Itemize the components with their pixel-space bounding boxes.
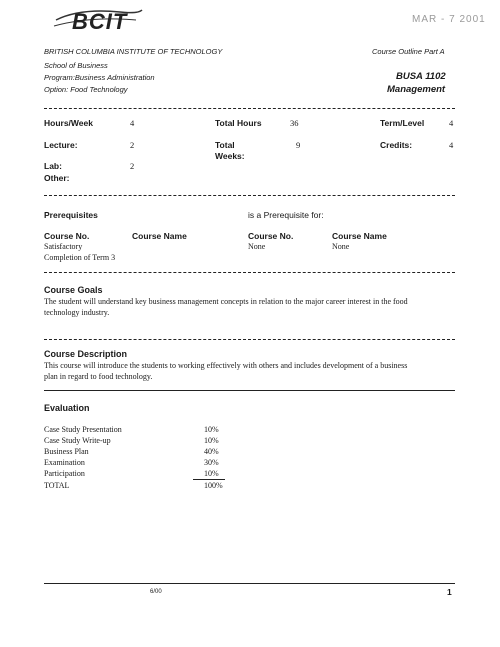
is-prereq-course-name: None: [332, 242, 350, 251]
footer-divider: [44, 583, 455, 584]
evaluation-item-name: Participation: [44, 469, 85, 478]
description-text-line1: This course will introduce the students to working effectively with others and includes development of a business: [44, 361, 408, 370]
prereq-text-line1: Satisfactory: [44, 242, 83, 251]
divider-3: [44, 272, 455, 273]
is-prereq-col-course-no: Course No.: [248, 231, 294, 241]
is-prereq-col-course-name: Course Name: [332, 231, 387, 241]
goals-text-line1: The student will understand key business management concepts in relation to the major career interest in the food: [44, 297, 408, 306]
term-level-value: 4: [449, 118, 454, 128]
hours-week-value: 4: [130, 118, 135, 128]
total-weeks-value: 9: [296, 140, 301, 150]
evaluation-item-name: Business Plan: [44, 447, 89, 456]
evaluation-total-label: TOTAL: [44, 481, 70, 490]
evaluation-row: [44, 458, 244, 469]
total-hours-value: 36: [290, 118, 299, 128]
description-title: Course Description: [44, 349, 128, 359]
is-prereq-title: is a Prerequisite for:: [248, 210, 324, 220]
date-stamp: MAR - 7 2001: [412, 14, 486, 25]
lecture-value: 2: [130, 140, 135, 150]
bcit-logo: [50, 6, 146, 40]
footer-doc-code: 6/00: [150, 589, 162, 595]
other-label: Other:: [44, 173, 70, 183]
goals-title: Course Goals: [44, 285, 103, 295]
credits-label: Credits:: [380, 140, 413, 150]
evaluation-item-percent: 10%: [204, 436, 219, 445]
logo-text: BCIT: [72, 9, 128, 34]
school-name: School of Business: [44, 61, 108, 70]
total-weeks-label-line1: Total: [215, 140, 235, 150]
evaluation-row: [44, 436, 244, 447]
evaluation-total-percent: 100%: [204, 481, 223, 490]
evaluation-item-percent: 10%: [204, 425, 219, 434]
divider-1: [44, 108, 455, 109]
institute-name: BRITISH COLUMBIA INSTITUTE OF TECHNOLOGY: [44, 47, 223, 56]
prereq-title: Prerequisites: [44, 210, 98, 220]
evaluation-title: Evaluation: [44, 403, 90, 413]
course-code: BUSA 1102: [396, 71, 446, 82]
page-number: 1: [447, 587, 452, 597]
evaluation-item-name: Case Study Presentation: [44, 425, 122, 434]
total-underline: [193, 479, 225, 480]
credits-value: 4: [449, 140, 454, 150]
prereq-col-course-no: Course No.: [44, 231, 90, 241]
evaluation-item-percent: 30%: [204, 458, 219, 467]
divider-4: [44, 339, 455, 340]
goals-text-line2: technology industry.: [44, 308, 110, 317]
divider-5: [44, 390, 455, 391]
lecture-label: Lecture:: [44, 140, 78, 150]
evaluation-total-row: [44, 481, 244, 492]
hours-week-label: Hours/Week: [44, 118, 93, 128]
prereq-text-line2: Completion of Term 3: [44, 253, 116, 262]
evaluation-item-name: Examination: [44, 458, 85, 467]
evaluation-item-name: Case Study Write-up: [44, 436, 111, 445]
lab-value: 2: [130, 161, 135, 171]
is-prereq-course-no: None: [248, 242, 266, 251]
total-weeks-label-line2: Weeks:: [215, 151, 245, 161]
description-text-line2: plan in regard to food technology.: [44, 372, 153, 381]
evaluation-row: [44, 425, 244, 436]
term-level-label: Term/Level: [380, 118, 425, 128]
evaluation-item-percent: 10%: [204, 469, 219, 478]
total-hours-label: Total Hours: [215, 118, 262, 128]
program-name: Program:Business Administration: [44, 73, 155, 82]
evaluation-item-percent: 40%: [204, 447, 219, 456]
lab-label: Lab:: [44, 161, 62, 171]
course-title: Management: [387, 84, 446, 95]
option-name: Option: Food Technology: [44, 85, 128, 94]
prereq-col-course-name: Course Name: [132, 231, 187, 241]
evaluation-row: [44, 447, 244, 458]
outline-label: Course Outline Part A: [372, 47, 445, 56]
divider-2: [44, 195, 455, 196]
